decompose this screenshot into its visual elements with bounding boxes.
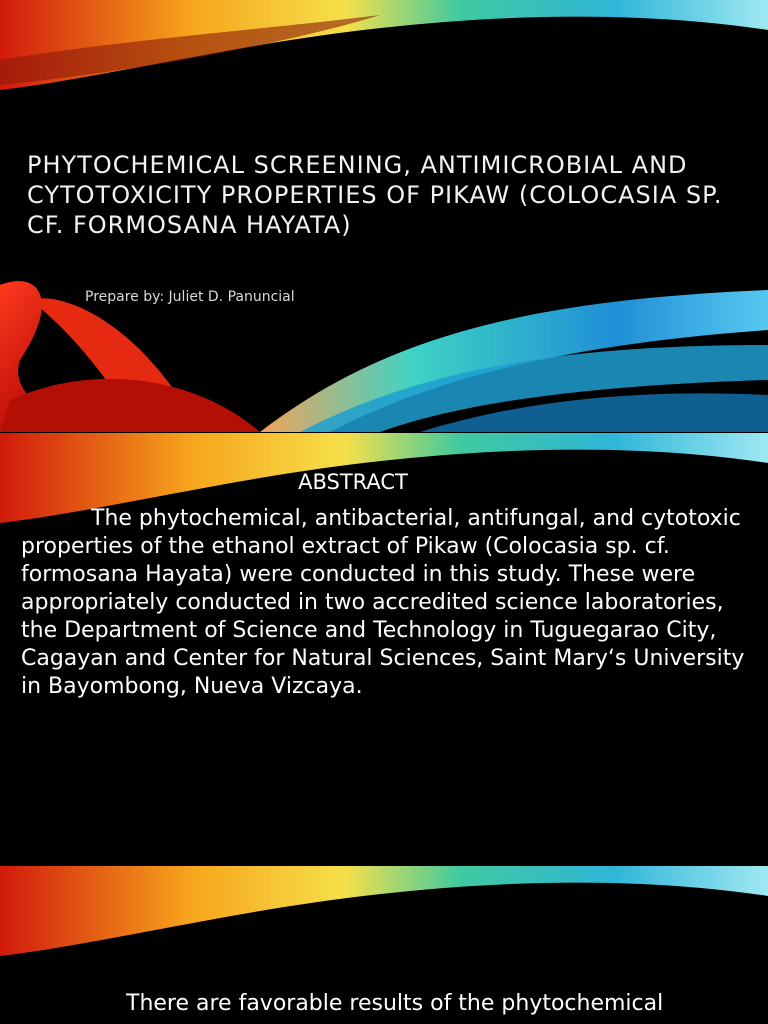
page-title: PHYTOCHEMICAL SCREENING, ANTIMICROBIAL AND CYTOTOXICITY PROPERTIES OF PIKAW (COLOCASIA SP. CF. FORMOSANA HAYATA) (27, 151, 723, 239)
slide-results (0, 866, 768, 1024)
slide-abstract (0, 433, 768, 865)
abstract-paragraph (21, 505, 749, 701)
abstract-text: The phytochemical, antibacterial, antifungal, and cytotoxic properties of the ethanol extract of Pikaw (Colocasia sp. cf. formosana Hayata) were conducted in this study. These were appropriately conducted in two accredited science laboratories, the Department of Science and Technology in Tuguegarao City, Cagayan and Center for Natural Sciences, Saint Mary‘s University in Bayombong, Nueva Vizcaya. (21, 506, 745, 699)
presenter-name: Prepare by: Juliet D. Panuncial (85, 289, 295, 305)
slide-title (0, 0, 768, 432)
results-paragraph: There are favorable results of the phytochemical (126, 991, 664, 1016)
section-heading: ABSTRACT (298, 470, 408, 494)
swoosh-decoration (0, 866, 768, 976)
